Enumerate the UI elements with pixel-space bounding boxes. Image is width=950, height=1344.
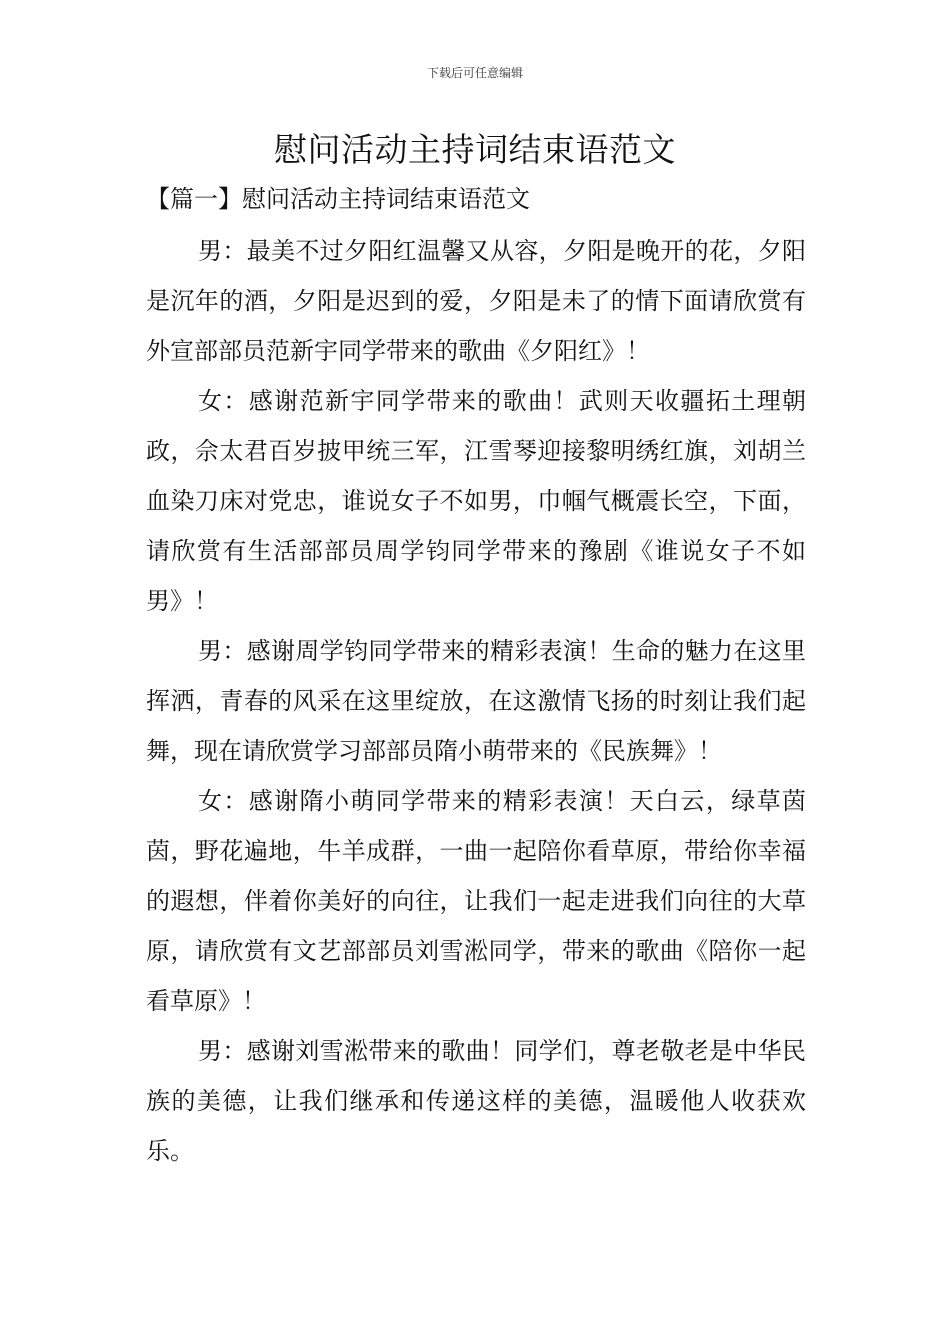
document-title: 慰问活动主持词结束语范文: [274, 130, 676, 169]
header-note: 下载后可任意编辑: [426, 66, 523, 80]
document-body: [146, 226, 806, 1176]
paragraph: 女：感谢范新宇同学带来的歌曲！武则天收疆拓土理朝政，佘太君百岁披甲统三军，江雪琴迎接黎明绣红旗，刘胡兰血染刀床对党忠，谁说女子不如男，巾帼气概震长空，下面，请欣赏有生活部部员周学钧同学带来的豫剧《谁说女子不如男》！: [146, 387, 806, 615]
paragraph: 男：最美不过夕阳红温馨又从容，夕阳是晚开的花，夕阳是沉年的酒，夕阳是迟到的爱，夕阳是未了的情下面请欣赏有外宣部部员范新宇同学带来的歌曲《夕阳红》！: [146, 237, 806, 365]
paragraph: 男：感谢周学钧同学带来的精彩表演！生命的魅力在这里挥洒，青春的风采在这里绽放，在这激情飞扬的时刻让我们起舞，现在请欣赏学习部部员隋小萌带来的《民族舞》！: [146, 637, 806, 765]
paragraph: 女：感谢隋小萌同学带来的精彩表演！天白云，绿草茵茵，野花遍地，牛羊成群，一曲一起陪你看草原，带给你幸福的遐想，伴着你美好的向往，让我们一起走进我们向往的大草原，请欣赏有文艺部部员刘雪淞同学，带来的歌曲《陪你一起看草原》！: [146, 787, 806, 1015]
section-heading: 【篇一】慰问活动主持词结束语范文: [146, 185, 530, 213]
paragraph: 男：感谢刘雪淞带来的歌曲！同学们，尊老敬老是中华民族的美德，让我们继承和传递这样的美德，温暖他人收获欢乐。: [146, 1037, 806, 1165]
